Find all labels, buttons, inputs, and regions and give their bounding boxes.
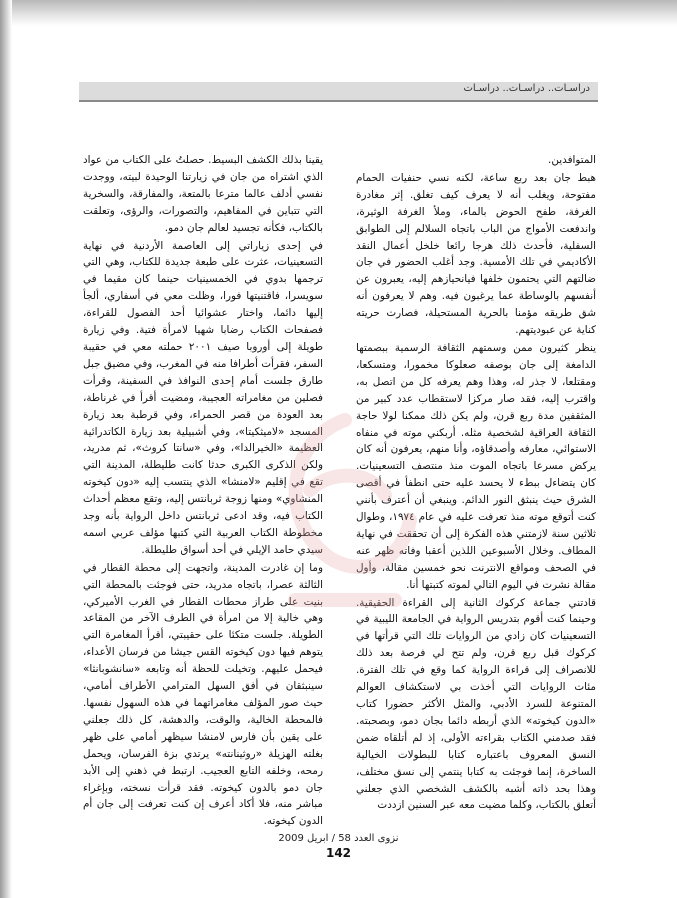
paragraph: قادتني جماعة كركوك الثانية إلى القراءة الحقيقية. وحينما كنت أقوم بتدريس الرواية في الجامعة الليبية في التسعينيات كان زادي من الروايات تلك التي قرأتها في كركوك قبل ربع قرن، ولم تتح لي فرصة بعد ذلك للانصراف إلى قراءة الرواية كما وقع في تلك الفترة. مئات الروايات التي أخذت بي لاستكشاف العوالم المتنوعة للسرد الأدبي، والمثل الأكثر حضورا كتاب «الدون كيخوته» الذي أربطه دائما بجان دمو، وبصحبته. فقد صدمني الكتاب بقراءته الأولى، إذ لم أتلقاه ضمن النسق المعروف باعتباره كتابا للبطولات الخيالية الساخرة، إنما فوجئت به كتابا ينتمي إلى نسق مختلف، وهذا بحد ذاته أشبه بالكشف الشخصي الذي جعلني أتعلق بالكتاب، وكلما مضيت معه عبر السنين ازددت [356,596,596,812]
text-column-left [83,152,323,832]
footer-issue: نزوى العدد 58 / ابريل 2009 [278,833,399,844]
running-head-band [79,82,598,102]
paragraph: يقينا بذلك الكشف البسيط. حصلتُ على الكتاب من عواد الذي اشتراه من جان في زيارتنا الوحيدة لبيته، ووجدت نفسي أدلف عالما مترعا بالمتعة، والمفارقة، والسخرية التي تتباين في المفاهيم، والتصورات، والرؤى، وتعلقت بالكتاب، فكأنه تجسيد لعالم جان دمو. [83,154,323,234]
page-number: 142 [325,846,352,860]
paragraph: المتوافدين. [548,154,596,166]
scan-shadow-top [0,0,677,26]
paragraph: هبط جان بعد ربع ساعة، لكنه نسي حنفيات الحمام مفتوحة، ويغلب أنه لا يعرف كيف تغلق. إثر مغادرة الغرفة، طفح الحوض بالماء، وملأ الغرفة الوثيرة، واندفعت الأمواج من الباب باتجاه السلالم إلى الطوابق السفلية، فأحدث ذلك هرجا رائعا خلخل أعمال النقد الأكاديمي في تلك الأمسية. وجد أغلب الحضور في جان ضالتهم التي يحتمون خلفها فيانحيازهم إليه، يعبرون عن أنفسهم بالوساطة عما يرغبون فيه. وهم لا يعرفون أنه شق طريقه مؤمنا بالحرية المستحيلة، فصارت حريته كناية عن عبوديتهم. [356,171,596,337]
scan-shadow-left [0,0,12,898]
paragraph: في إحدى زياراتي إلى العاصمة الأردنية في نهاية التسعينيات، عثرت على طبعة جديدة للكتاب، وهي التي ترجمها بدوي في الخمسينيات حينما كان مقيما في سويسرا، فاقتنيتها فورا، وظلت معي في أسفاري، ألجأ إليها دائما، واختار عشوائيا أحد الفصول للقراءة، فصفحات الكتاب رضابا شهيا لامرأة فتية. وفي زيارة طويلة إلى أوروبا صيف ٢٠٠١ حملته معي في حقيبة السفر، فقرأت أطرافا منه في المغرب، وفي مضيق جبل طارق جلست أمام إحدى النوافذ في السفينة، وقرأت فصلين من مغامراته العجيبة، ومضيت أقرأ في غرناطة، بعد العودة من قصر الحمراء، وفي قرطبة بعد زيارة المسجد «لاميثكيتا»، وفي أشبيلية بعد زيارة الكاتدرائية العظيمة «الخيرالدا»، وفي «سانتا كروث»، ثم مدريد، ولكن الذكرى الكبرى حدثا كانت طليطلة، المدينة التي تقع في إقليم «لامنشا» الذي ينتسب إليه «دون كيخوته المنشاوي» ومنها زوجة ثربانتس إليه، وتقع معظم أحداث الكتاب فيه، وقد ادعى ثربانتس داخل الرواية بأنه وجد مخطوطة الكتاب العربية التي كتبها مؤلف عربي اسمه سيدي حامد الإيلي في أحد أسواق طليطلة. [83,239,323,556]
running-head: دراسـات.. دراسـات.. دراسـات [463,83,590,94]
paragraph: ينظر كثيرون ممن وسمتهم الثقافة الرسمية ببصمتها الدامغة إلى جان بوصفه صعلوكا مخمورا، ومتسكعا، ومقتلعا، لا جذر له، وهذا وهم يعرفه كل من اتصل به، واقترب إليه، فقد صار مركزا لاستقطاب عدد كبير من المثقفين مدة ربع قرن، ولم يكن ذلك ممكنا لولا حاجة الثقافة العراقية لشخصية مثله. أربكني موته في منفاه الاستوائي، معارفه وأصدقاؤه، وأنا منهم، يعرفون أنه كان يركض مسرعا باتجاه الموت منذ منتصف التسعينيات. كان يتضاءل ببطء لا يحسد عليه حتى انطفأ في أقصى الشرق حيث ينبثق النور الدائم. وينبغي أن أعترف بأنني كنت أتوقع موته منذ تعرفت عليه في عام ١٩٧٤، وطوال ثلاثين سنة لازمتني هذه الفكرة إلى أن تحققت في نهاية المطاف. وخلال الأسبوعين اللذين أعقبا وفاته ظهر عنه في الصحف ومواقع الانترنت نحو خمسين مقالة، وأول مقالة نشرت في اليوم التالي لموته كتبتها أنا. [356,341,596,591]
paragraph: وما إن غادرت المدينة، واتجهت إلى محطة القطار في الثالثة عصرا، باتجاه مدريد، حتى فوجئت بالمحطة التي بنيت على طراز محطات القطار في الغرب الأميركي، وهي خالية إلا من امرأة في الطرف الآخر من المقاعد الطويلة. جلست متكئا على حقيبتي، أقرأ المغامرة التي يتوهم فيها دون كيخوته القس جيشا من فرسان الأعداء، فيحمل عليهم. وتخيلت للحظة أنه وتابعه «سانشوبانثا» سينبثقان في أفق السهل المترامي الأطراف أمامي، حيث صور المؤلف مغامراتهما في هذه السهول نفسها. فالمحطة الخالية، والوقت، والدهشة، كل ذلك جعلني على يقين بأن فارس لامنشا سيظهر أمامي على ظهر بغلته الهزيلة «روثينانته» يرتدي بزة الفرسان، ويحمل رمحه، وخلفه التابع العجيب. ارتبط في ذهني إلى الأبد جان دمو بالدون كيخوته. فقد قرأت نسخته، وبإغراء مباشر منه، فلا أكاد أعرف إن كنت تعرفت إلى جان أم الدون كيخوته. [83,561,323,828]
text-column-right [356,152,596,832]
